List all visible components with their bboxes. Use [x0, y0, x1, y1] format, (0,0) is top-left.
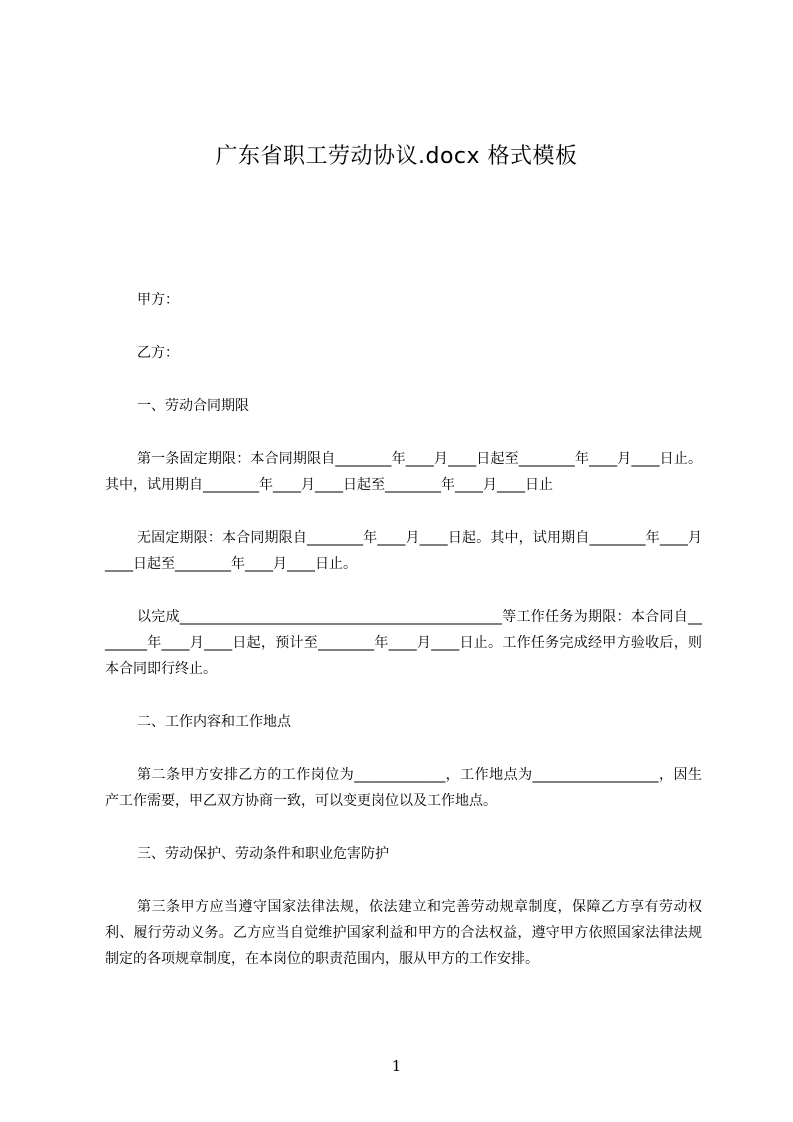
paragraph-gap [105, 577, 702, 604]
article-3: 第三条甲方应当遵守国家法律法规，依法建立和完善劳动规章制度，保障乙方享有劳动权利、履行劳动义务。乙方应当自觉维护国家利益和甲方的合法权益，遵守甲方依照国家法律法规制定的各项规章制度，在本岗位的职责范围内，服从甲方的工作安排。 [105, 899, 702, 967]
paragraph-gap [105, 313, 702, 340]
document-title: 广东省职工劳动协议.docx 格式模板 [215, 144, 578, 169]
article-1-open-term: 无固定期限：本合同期限自________年____月____日起。其中，试用期自________年____月____日起至________年____月____日止。 [105, 530, 702, 572]
paragraph-gap [105, 498, 702, 525]
paragraph-gap [105, 814, 702, 841]
party-a-line: 甲方： [137, 292, 179, 308]
paragraph-gap [105, 682, 702, 709]
paragraph-gap [105, 366, 702, 393]
page-number: 1 [391, 1057, 402, 1075]
party-b-line: 乙方： [137, 345, 179, 361]
article-2: 第二条甲方安排乙方的工作岗位为_____________，工作地点为__________________，因生产工作需要，甲乙双方协商一致，可以变更岗位以及工作地点。 [105, 767, 702, 809]
article-1-task-term: 以完成______________________________________________等工作任务为期限：本合同自________年____月____日起，预计至________年____月____日止。工作任务完成经甲方验收后，则本合同即行终止。 [105, 609, 702, 677]
paragraph-gap [105, 735, 702, 762]
article-1-fixed-term: 第一条固定期限：本合同期限自________年____月____日起至________年____月____日止。其中，试用期自________年____月____日起至________年____月____日止 [105, 451, 702, 493]
section-heading-protection: 三、劳动保护、劳动条件和职业危害防护 [137, 846, 389, 862]
section-heading-work: 二、工作内容和工作地点 [137, 714, 291, 730]
paragraph-gap [105, 867, 702, 894]
paragraph-gap [105, 419, 702, 446]
section-heading-term: 一、劳动合同期限 [137, 398, 249, 414]
document-body [105, 287, 702, 972]
